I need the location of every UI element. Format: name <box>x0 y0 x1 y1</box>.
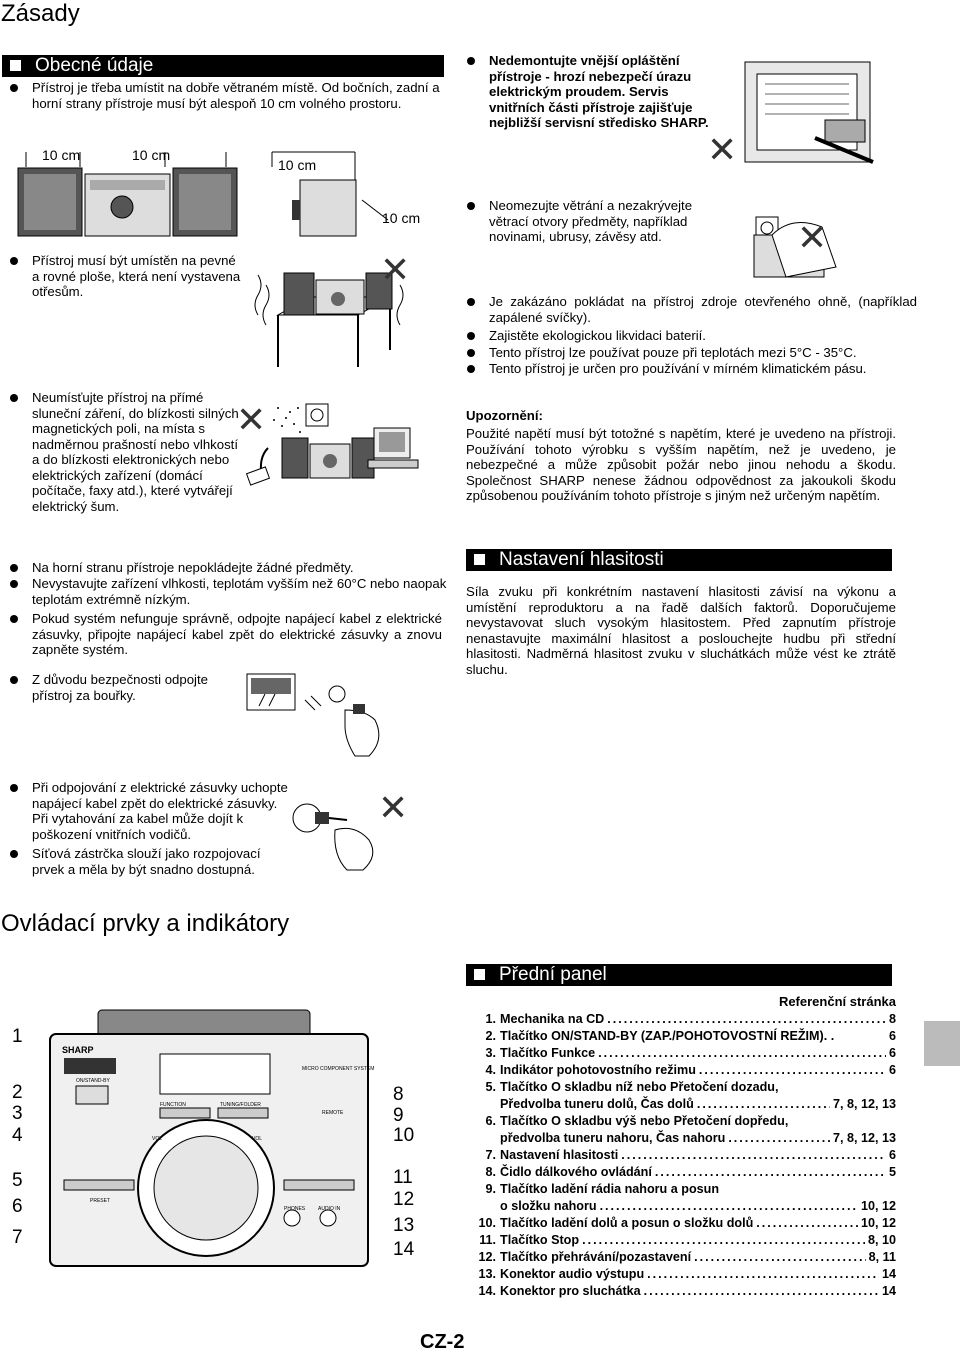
page-tab-marker <box>924 1021 960 1066</box>
callout: 6 <box>12 1196 23 1217</box>
device-brand: SHARP <box>62 1045 94 1055</box>
clearance-label: 10 cm <box>278 157 317 173</box>
section-title: Přední panel <box>499 964 607 985</box>
callout: 14 <box>393 1239 415 1260</box>
bullet-storm: Z důvodu bezpečnosti odpojte přístroj za bouřky. <box>10 672 242 703</box>
bullet-mains-plug: Síťová zástrčka slouží jako rozpojovací prvek a měla by být snadno dostupná. <box>10 846 292 877</box>
square-icon <box>474 554 485 565</box>
caution-text: Použité napětí musí být totožné s napětím, které je uvedeno na přístroji. Používání tohoto výrobku s vyšším napětím, než je uvedeno, je nebezpečné a může způsobit požár nebo jinou nehodu a škodu. Společnost SHARP nenese žádnou odpovědnost za jakoukoli škodu způsobenou používáním tohoto přístroje s jiným než určeným napětím. <box>466 426 896 503</box>
bullet-fire: Je zakázáno pokládat na přístroj zdroje otevřeného ohně, (například zapálené svíčky). <box>467 294 917 325</box>
list-item: 3. Tlačítko Funkce ..... 6 <box>470 1045 896 1062</box>
clearance-label: 10 cm <box>132 147 171 163</box>
callout: 3 <box>12 1103 23 1124</box>
bullet-malfunction: Pokud systém nefunguje správně, odpojte napájecí kabel z elektrické zásuvky, připojte napájecí kabel zpět do elektrické zásuvky a znovu zapněte systém. <box>10 611 442 658</box>
prohibited-icon: ✕ <box>378 787 409 828</box>
callout: 2 <box>12 1082 23 1103</box>
list-item-cont: o složku nahoru ..... 10, 12 <box>470 1198 896 1215</box>
callout: 9 <box>393 1105 404 1126</box>
callout: 8 <box>393 1084 404 1105</box>
device-label-remote: REMOTE <box>322 1110 344 1116</box>
clearance-label: 10 cm <box>42 147 81 163</box>
bullet-unplug: Při odpojování z elektrické zásuvky uchopte napájecí kabel zpět do elektrické zásuvky. Při vytahování za kabel může dojít k poškození vnitřních vodičů. <box>10 780 292 842</box>
prohibited-icon: ✕ <box>707 129 738 170</box>
callout: 11 <box>393 1167 413 1188</box>
page-number: CZ-2 <box>420 1331 465 1353</box>
device-label-vol-minus: VOL <box>152 1136 163 1142</box>
prohibited-icon: ✕ <box>380 249 411 290</box>
callout: 4 <box>12 1125 23 1146</box>
device-label-tuning: TUNING/FOLDER <box>220 1102 261 1108</box>
list-item-cont: předvolba tuneru nahoru, Čas nahoru ..... 7, 8, 12, 13 <box>470 1130 896 1147</box>
section-title: Nastavení hlasitosti <box>499 549 664 570</box>
section-title: Obecné údaje <box>35 55 154 76</box>
list-item: 1. Mechanika na CD ..... 8 <box>470 1011 896 1028</box>
list-item: 8. Čidlo dálkového ovládání ..... 5 <box>470 1164 896 1181</box>
bullet-battery: Zajistěte ekologickou likvidaci baterií. <box>467 328 917 344</box>
section-header-volume <box>466 549 892 571</box>
square-icon <box>10 60 21 71</box>
callout: 10 <box>393 1125 415 1146</box>
callout: 1 <box>12 1026 23 1047</box>
bullet-vents: Neomezujte větrání a nezakrývejte větrací otvory předměty, například novinami, ubrusy, závěsy atd. <box>467 198 719 245</box>
callout: 12 <box>393 1189 415 1210</box>
interference-illustration <box>238 398 438 498</box>
section-header-front-panel <box>466 964 892 986</box>
caution-title: Upozornění: <box>466 408 543 423</box>
device-label-preset: PRESET <box>90 1198 111 1204</box>
list-item: 13. Konektor audio výstupu ..... 14 <box>470 1266 896 1283</box>
list-item: 9. Tlačítko ladění rádia nahoru a posun <box>485 1182 720 1196</box>
list-item: 12. Tlačítko přehrávání/pozastavení ..... 8, 11 <box>470 1249 896 1266</box>
callout: 13 <box>393 1215 415 1236</box>
list-item: 2. Tlačítko ON/STAND-BY (ZAP./POHOTOVOSTNÍ REŽIM). . 6 <box>485 1029 896 1043</box>
list-item: 4. Indikátor pohotovostního režimu ..... 6 <box>470 1062 896 1079</box>
front-panel-illustration <box>40 1000 380 1270</box>
list-item: 7. Nastavení hlasitosti ..... 6 <box>470 1147 896 1164</box>
list-item: 14. Konektor pro sluchátka ..... 14 <box>470 1283 896 1300</box>
volume-text: Síla zvuku při konkrétním nastavení hlasitosti závisí na výkonu a umístění reproduktoru a na řadě dalších faktorů. Doporučujeme nevystavovat sluch vysokým hlasitostem. Před zapnutím přístroje nenastavujte maximální hlasitost a poslouchejte hudbu při střední hlasitosti. Nadměrná hlasitost zvuku v sluchátkách může vést ke ztrátě sluchu. <box>466 584 896 677</box>
bullet-cover: Nedemontujte vnější opláštění přístroje - hrozí nebezpečí úrazu elektrickým proudem. Servis vnitřních části přístroje zajišťuje nejbližší servisní středisko SHARP. <box>467 53 709 131</box>
clearance-label: 10 cm <box>382 210 421 226</box>
list-item: 10. Tlačítko ladění dolů a posun o složku dolů ..... 10, 12 <box>470 1215 896 1232</box>
clearance-illustration <box>10 140 450 250</box>
callout: 7 <box>12 1227 23 1248</box>
prohibited-icon: ✕ <box>236 399 267 440</box>
bullet-sunlight: Neumísťujte přístroj na přímé sluneční záření, do blízkosti silných magnetických poli, na místa s nadměrnou prašností nebo vlhkostí a do blízkosti elektronických nebo elektrických zařízení (domácí počítače, faxy atd.), které vytvářejí elektrický šum. <box>10 390 242 514</box>
bullet-flat-surface: Přístroj musí být umístěn na pevné a rovné ploše, která není vystavena otřesům. <box>10 253 242 300</box>
bullet-climate: Tento přístroj je určen pro používání v mírném klimatickém pásu. <box>467 361 917 377</box>
list-item: 6. Tlačítko O skladbu výš nebo Přetočení dopředu, <box>485 1114 789 1128</box>
bullet-no-objects: Na horní stranu přístroje nepokládejte žádné předměty. <box>10 560 452 576</box>
callout: 5 <box>12 1170 23 1191</box>
device-label-phones: PHONES <box>284 1206 306 1212</box>
bullet-ventilation: Přístroj je třeba umístit na dobře větraném místě. Od bočních, zadní a horní strany přístroje musí být alespoň 10 cm volného prostoru. <box>10 80 454 111</box>
controls-list <box>470 1011 896 1300</box>
list-item: 5. Tlačítko O skladbu níž nebo Přetočení dozadu, <box>485 1080 779 1094</box>
list-item-cont: Předvolba tuneru dolů, Čas dolů ..... 7, 8, 12, 13 <box>470 1096 896 1113</box>
device-label-audio-in: AUDIO IN <box>318 1206 341 1212</box>
storm-illustration <box>245 670 415 760</box>
reference-page-label: Referenční stránka <box>778 994 896 1009</box>
device-label-model: MICRO COMPONENT SYSTEM <box>302 1066 375 1072</box>
bullet-humidity: Nevystavujte zařízení vlhkosti, teplotám vyšším než 60°C nebo naopak teplotám extrémně nízkým. <box>10 576 452 607</box>
bullet-temperature: Tento přístroj lze používat pouze při teplotách mezi 5°C - 35°C. <box>467 345 917 361</box>
controls-title: Ovládací prvky a indikátory <box>1 910 290 937</box>
section-header-general <box>2 55 444 77</box>
square-icon <box>474 969 485 980</box>
device-label-vol-plus: VOL <box>252 1136 263 1142</box>
prohibited-icon: ✕ <box>797 217 828 258</box>
list-item: 11. Tlačítko Stop ..... 8, 10 <box>470 1232 896 1249</box>
device-label-function: FUNCTION <box>160 1102 186 1108</box>
device-label-onstandby: ON/STAND-BY <box>76 1078 110 1084</box>
page-title: Zásady <box>1 0 80 27</box>
